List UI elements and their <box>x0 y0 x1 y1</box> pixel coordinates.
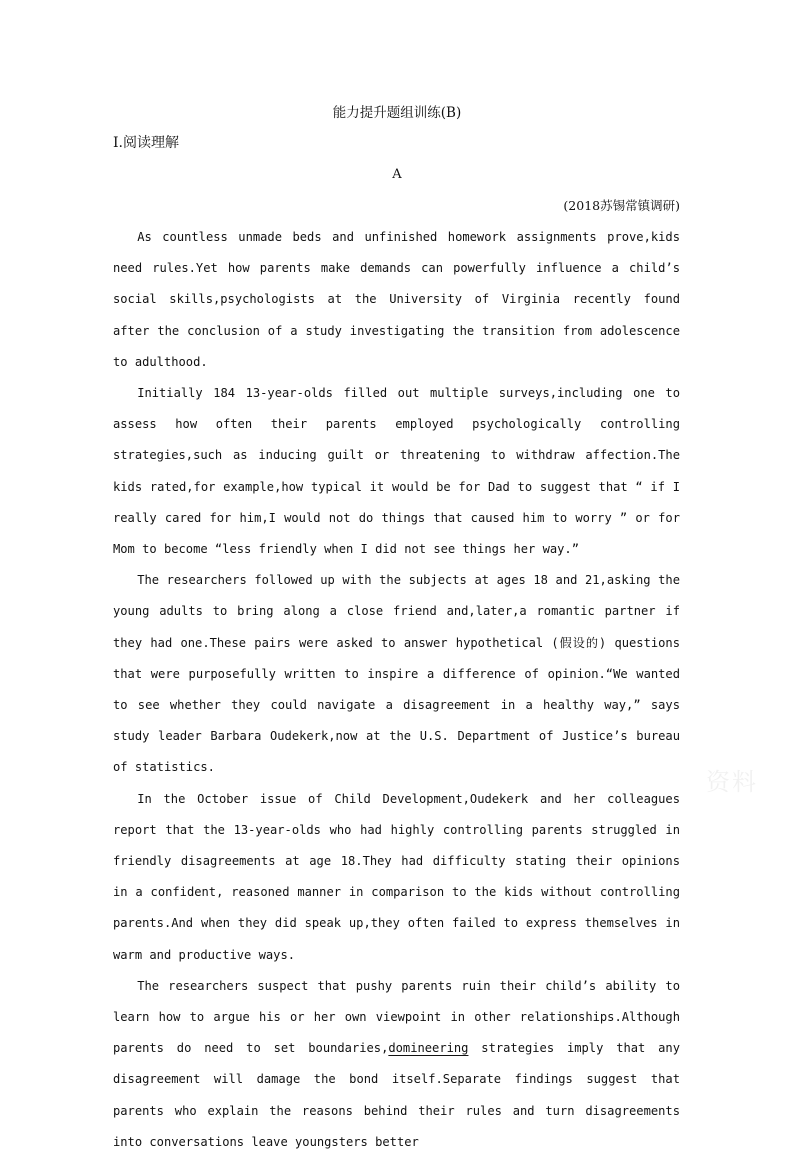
paragraph-4: In the October issue of Child Development,Oudekerk and her colleagues report that the 13-year-olds who had highly controlling parents struggled in friendly disagreements at age 18.They had difficulty stating their opinions in a confident, reasoned manner in comparison to the kids without controlling parents.And when they did speak up,they often failed to express themselves in warm and productive ways. <box>113 791 680 962</box>
underlined-word: domineering <box>388 1041 469 1056</box>
paragraph-1: As countless unmade beds and unfinished homework assignments prove,kids need rules.Yet how parents make demands can powerfully influence a child’s social skills,psychologists at the University of Virginia recently found after the conclusion of a study investigating the transition from adolescence to adulthood. <box>113 230 680 369</box>
section-heading: Ⅰ.阅读理解 <box>113 135 179 151</box>
passage-label: A <box>392 167 402 182</box>
paragraph-3: The researchers followed up with the subjects at ages 18 and 21,asking the young adults to bring along a close friend and,later,a romantic partner if they had one.These pairs were asked to answer hypothetical (假设的) questions that were purposefully written to inspire a difference of opinion.“We wanted to see whether they could navigate a disagreement in a healthy way,” says study leader Barbara Oudekerk,now at the U.S. Department of Justice’s bureau of statistics. <box>113 573 680 775</box>
watermark: 资料 <box>706 768 758 796</box>
paragraph-5-after: strategies imply that any disagreement will damage the bond itself.Separate findings suggest that parents who explain the reasons behind their rules and turn disagreements into conversations leave youngsters better <box>113 1041 680 1149</box>
paragraph-5-before: The researchers suspect that pushy parents ruin their child’s ability to learn how to argue his or her own viewpoint in other relationships.Although parents do need to set boundaries, <box>113 978 680 1056</box>
reading-passage <box>113 222 680 1158</box>
paragraph-5 <box>113 971 680 1158</box>
source-note: (2018苏锡常镇调研) <box>563 198 680 213</box>
page-title: 能力提升题组训练(B) <box>332 105 462 121</box>
paragraph-2: Initially 184 13-year-olds filled out multiple surveys,including one to assess how often their parents employed psychologically controlling strategies,such as inducing guilt or threatening to withdraw affection.The kids rated,for example,how typical it would be for Dad to suggest that “ if I really cared for him,I would not do things that caused him to worry ” or for Mom to become “less friendly when I did not see things her way.” <box>113 386 680 557</box>
